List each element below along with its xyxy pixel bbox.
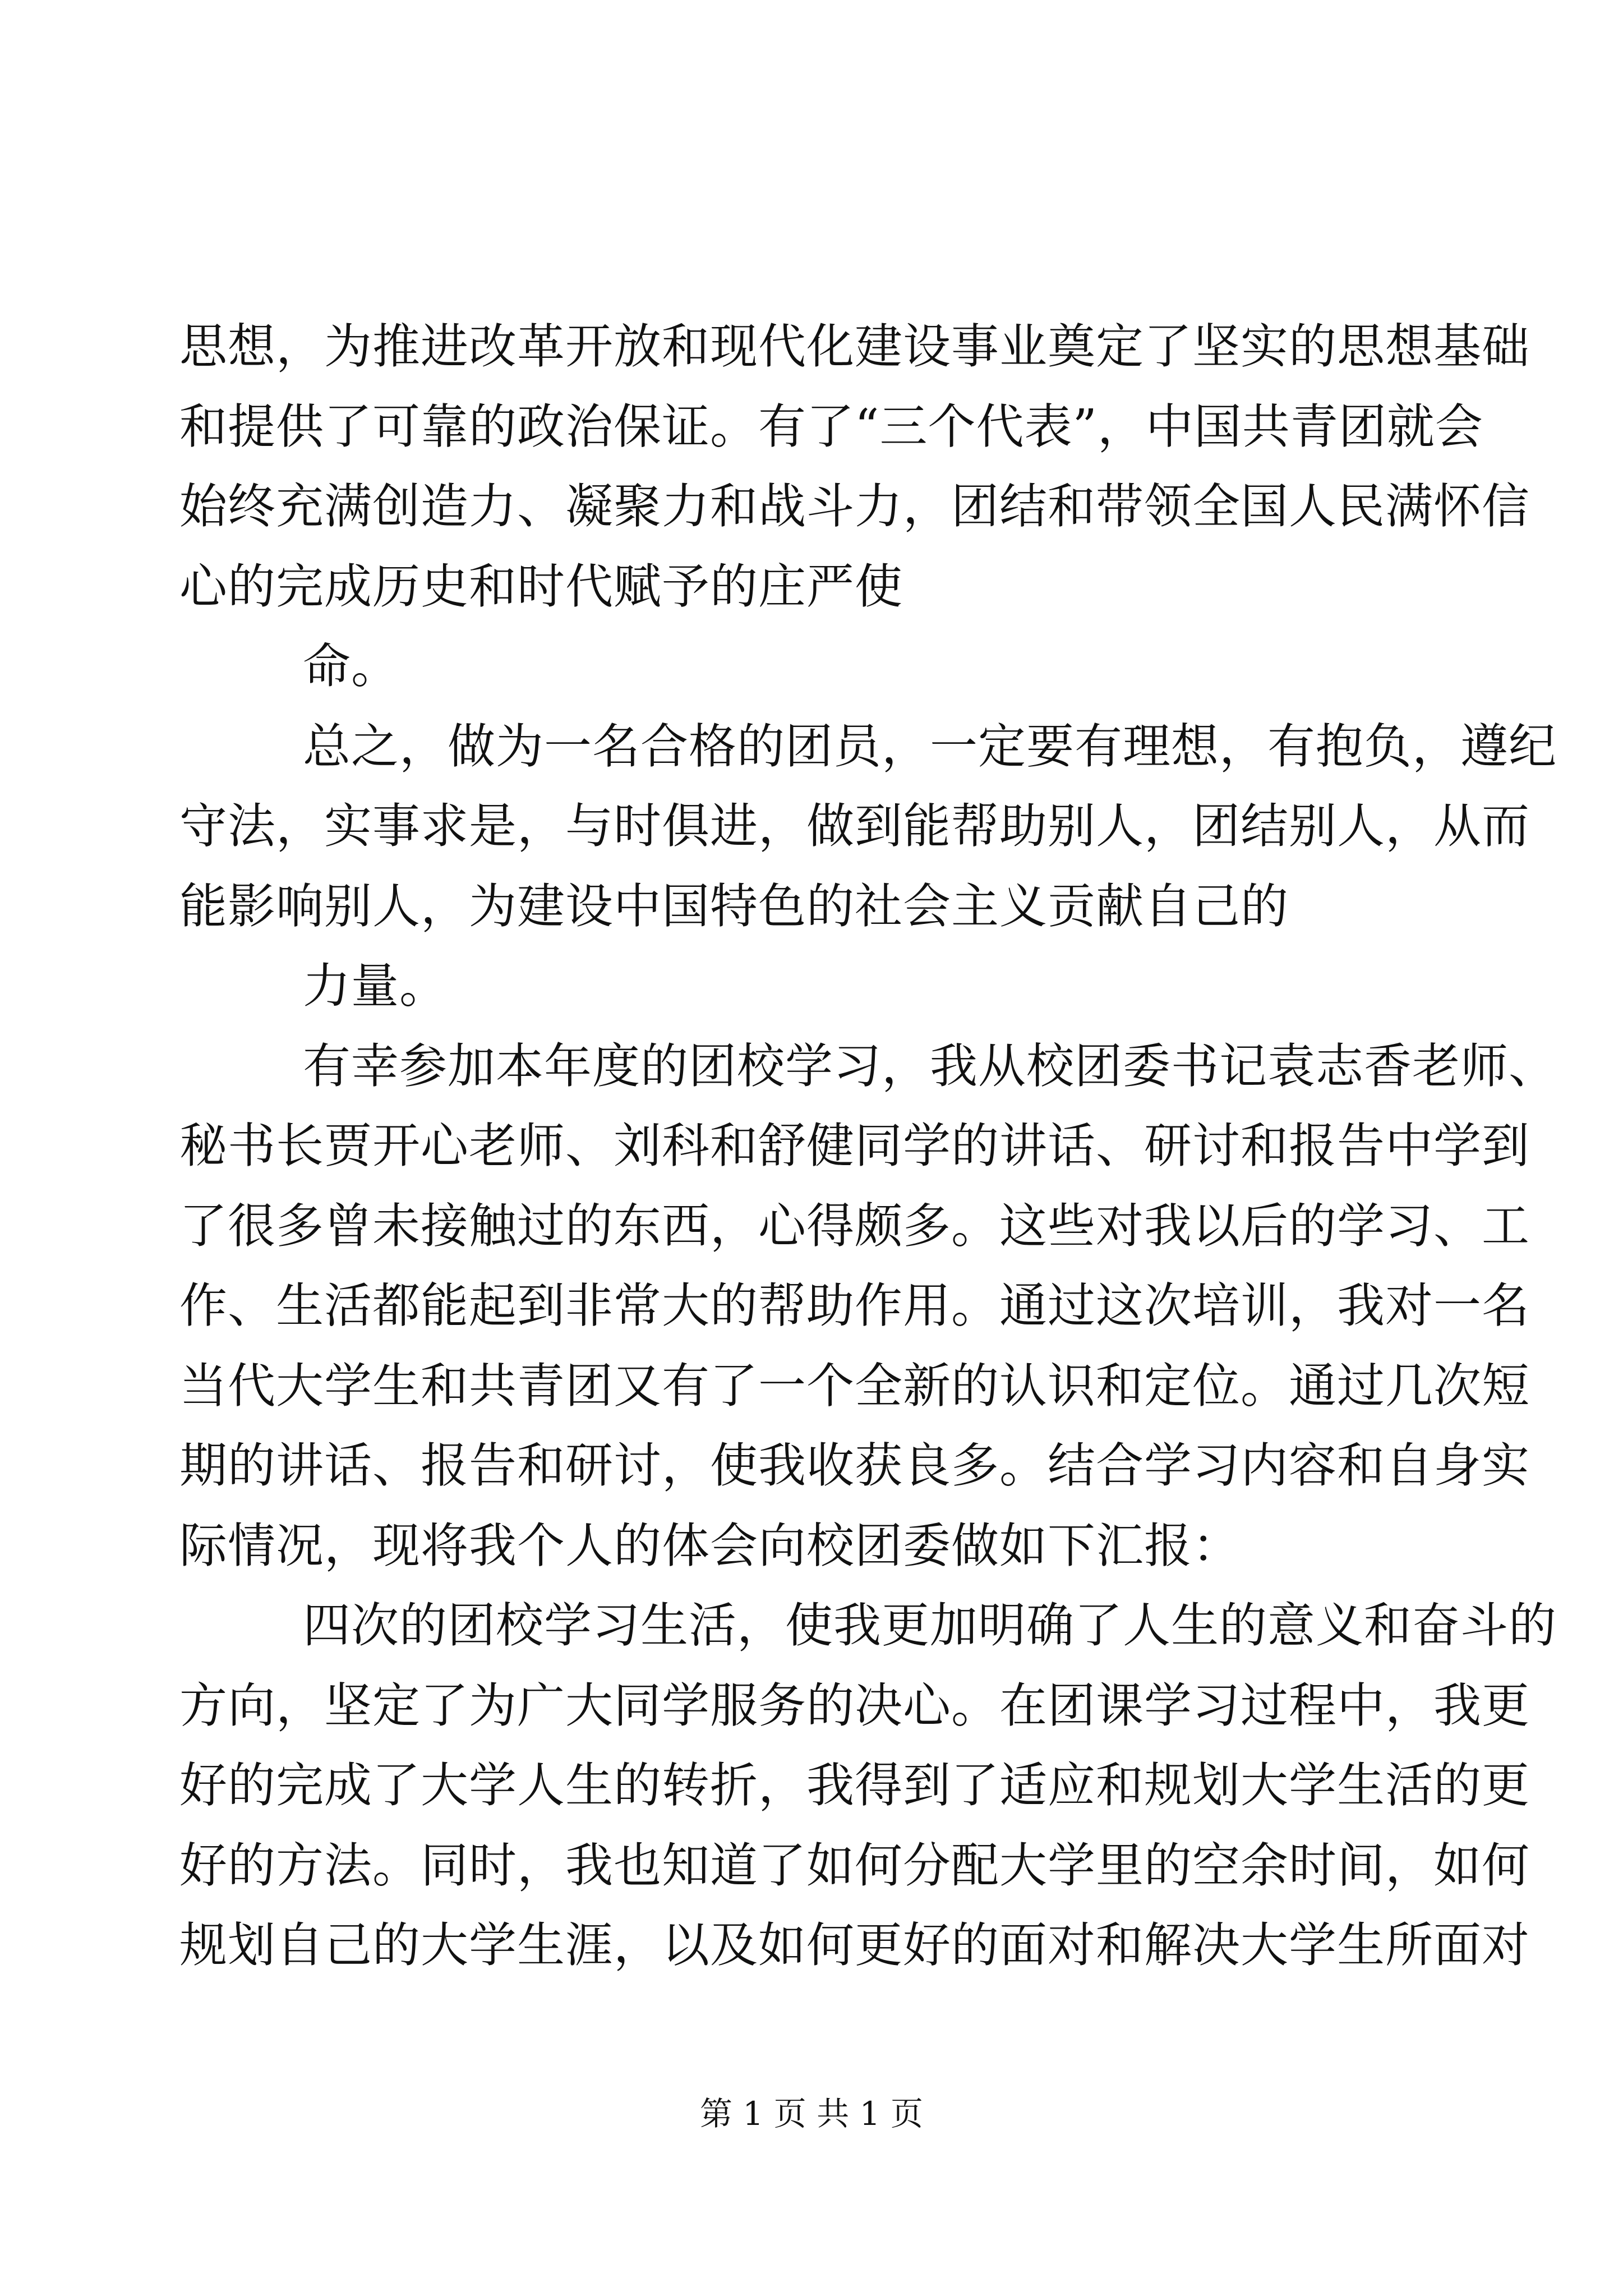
text-line: 作、生活都能起到非常大的帮助作用。通过这次培训，我对一名: [179, 1278, 1530, 1334]
page-number-footer: 第 1 页 共 1 页: [700, 2095, 923, 2133]
text-line: 规划自己的大学生涯，以及如何更好的面对和解决大学生所面对: [179, 1918, 1530, 1973]
text-line: 了很多曾未接触过的东西，心得颇多。这些对我以后的学习、工: [179, 1198, 1530, 1254]
text-line: 力量。: [303, 959, 448, 1014]
text-line: 际情况，现将我个人的体会向校团委做如下汇报：: [179, 1518, 1241, 1574]
text-line: 好的方法。同时，我也知道了如何分配大学里的空余时间，如何: [179, 1838, 1530, 1894]
text-line: 心的完成历史和时代赋予的庄严使: [179, 559, 903, 615]
text-line: 和提供了可靠的政治保证。有了“三个代表”，中国共青团就会: [179, 399, 1483, 455]
text-line: 守法，实事求是，与时俱进，做到能帮助别人，团结别人，从而: [179, 799, 1530, 854]
paragraph-start-line: 四次的团校学习生活，使我更加明确了人生的意义和奋斗的: [303, 1598, 1557, 1654]
text-line: 好的完成了大学人生的转折，我得到了适应和规划大学生活的更: [179, 1758, 1530, 1814]
text-line: 期的讲话、报告和研讨，使我收获良多。结合学习内容和自身实: [179, 1438, 1530, 1494]
text-line: 能影响别人，为建设中国特色的社会主义贡献自己的: [179, 878, 1289, 935]
text-line: 始终充满创造力、凝聚力和战斗力，团结和带领全国人民满怀信: [179, 479, 1530, 535]
paragraph-start-line: 有幸参加本年度的团校学习，我从校团委书记袁志香老师、: [303, 1038, 1557, 1094]
paragraph-start-line: 总之，做为一名合格的团员，一定要有理想，有抱负，遵纪: [303, 719, 1557, 775]
text-line: 方向，坚定了为广大同学服务的决心。在团课学习过程中，我更: [179, 1678, 1530, 1734]
text-line: 秘书长贾开心老师、刘科和舒健同学的讲话、研讨和报告中学到: [179, 1119, 1530, 1174]
text-line: 命。: [303, 639, 400, 694]
text-line: 思想，为推进改革开放和现代化建设事业奠定了坚实的思想基础: [179, 319, 1530, 375]
document-body: [179, 307, 1557, 1986]
text-line: 当代大学生和共青团又有了一个全新的认识和定位。通过几次短: [179, 1358, 1530, 1414]
